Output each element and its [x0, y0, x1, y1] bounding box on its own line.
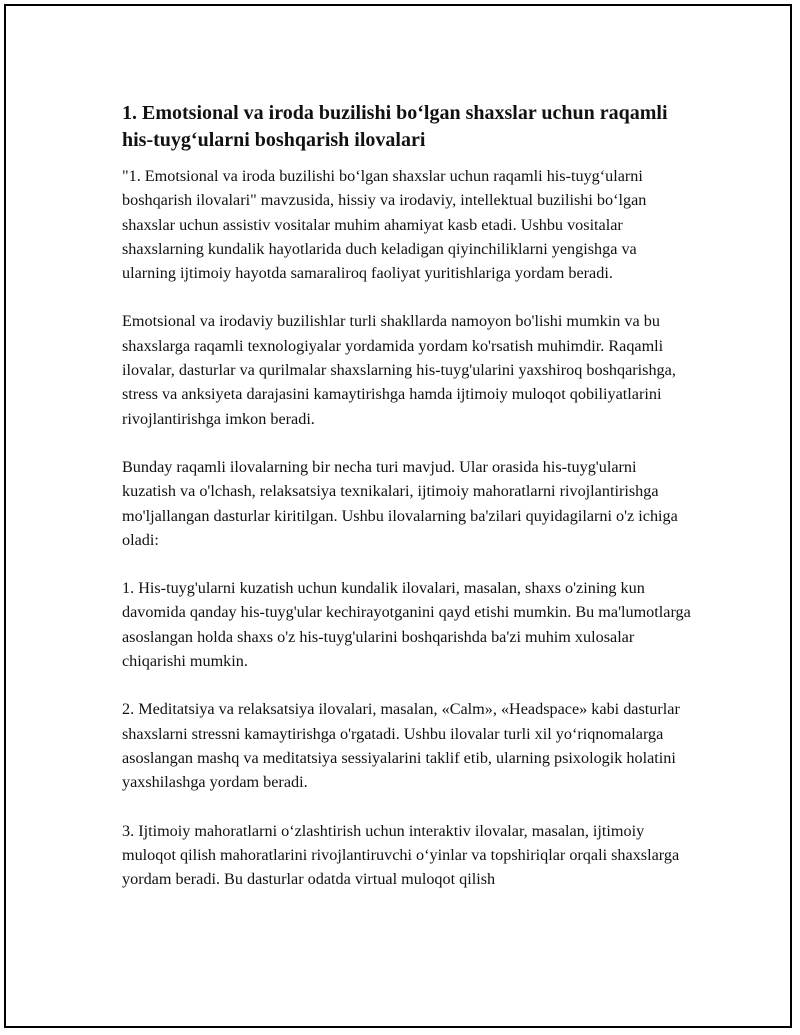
list-item-emotion-tracking: 1. His-tuyg'ularni kuzatish uchun kundalik ilovalari, masalan, shaxs o'zining kun davomida qanday his-tuyg'ular kechirayotganini qayd etishi mumkin. Bu ma'lumotlarga asoslangan holda shaxs o'z his-tuyg'ularini boshqarishda ba'zi muhim xulosalar chiqarishi mumkin.	[122, 579, 691, 671]
page-frame	[4, 4, 792, 1028]
paragraph-intro: "1. Emotsional va iroda buzilishi bo‘lgan shaxslar uchun raqamli his-tuyg‘ularni boshqarish ilovalari" mavzusida, hissiy va irodaviy, intellektual buzilishi bo‘lgan shaxslar uchun assistiv vositalar muhim ahamiyat kasb etadi. Ushbu vositalar shaxslarning kundalik hayotlarida duch keladigan qiyinchiliklarni yengishga va ularning ijtimoiy hayotda samaraliroq faoliyat yuritishlariga yordam beradi.	[122, 167, 647, 283]
paragraph-app-types: Bunday raqamli ilovalarning bir necha turi mavjud. Ular orasida his-tuyg'ularni kuzatish va o'lchash, relaksatsiya texnikalari, ijtimoiy mahoratlarni rivojlantirishga mo'ljallangan dasturlar kiritilgan. Ushbu ilovalarning ba'zilari quyidagilarni o'z ichiga oladi:	[122, 457, 678, 549]
list-item-social-skills: 3. Ijtimoiy mahoratlarni o‘zlashtirish uchun interaktiv ilovalar, masalan, ijtimoiy muloqot qilish mahoratlarini rivojlantiruvchi o‘yinlar va topshiriqlar orqali shaxslarga yordam beradi. Bu dasturlar odatda virtual muloqot qilish	[122, 821, 680, 889]
list-item-meditation-apps: 2. Meditatsiya va relaksatsiya ilovalari, masalan, «Calm», «Headspace» kabi dasturlar shaxslarni stressni kamaytirishga o'rgatadi. Ushbu ilovalar turli xil yo‘riqnomalarga asoslangan mashq va meditatsiya sessiyalarini taklif etib, ularning psixologik holatini yaxshilashga yordam beradi.	[122, 700, 680, 792]
section-heading: 1. Emotsional va iroda buzilishi bo‘lgan shaxslar uchun raqamli his-tuyg‘ularni boshqarish ilovalari	[122, 102, 668, 151]
paragraph-digital-technologies: Emotsional va irodaviy buzilishlar turli shakllarda namoyon bo'lishi mumkin va bu shaxslarga raqamli texnologiyalar yordamida yordam ko'rsatish muhimdir. Raqamli ilovalar, dasturlar va qurilmalar shaxslarning his-tuyg'ularini yaxshiroq boshqarishga, stress va anksiyeta darajasini kamaytirishga hamda ijtimoiy muloqot qobiliyatlarini rivojlantirishga imkon beradi.	[122, 312, 676, 428]
document-body	[122, 100, 692, 915]
